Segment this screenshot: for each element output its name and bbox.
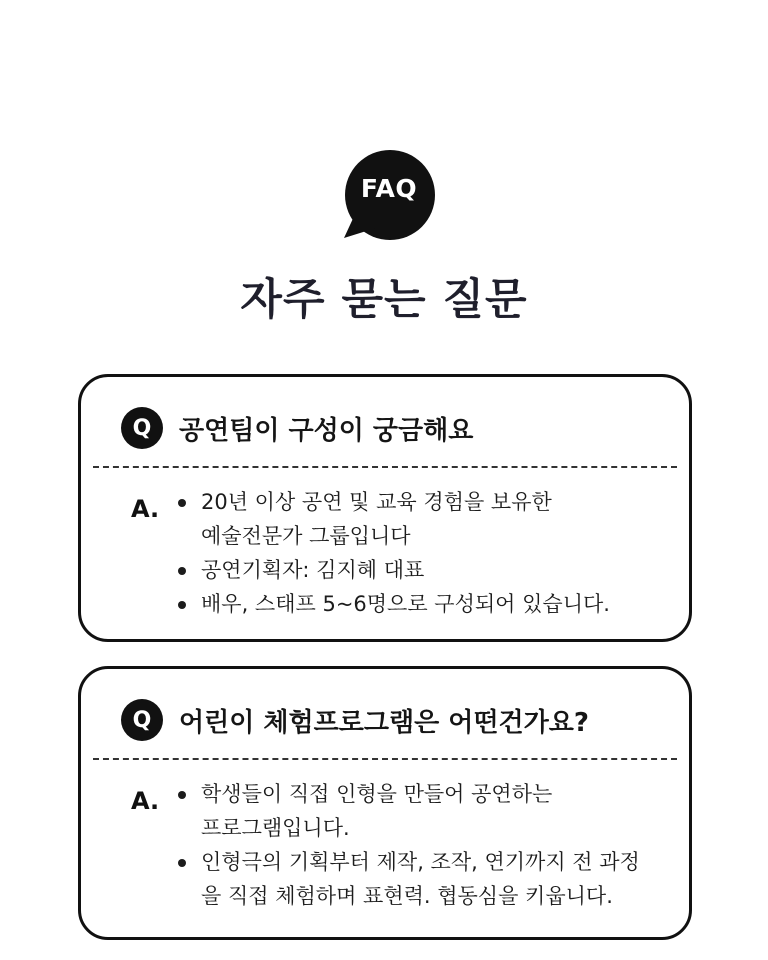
answer-item (176, 485, 610, 553)
answer-line: 예술전문가 그룹입니다 (201, 524, 411, 548)
page-title: 자주 묻는 질문 (240, 275, 528, 325)
answer-line: 인형극의 기획부터 제작, 조작, 연기까지 전 과정 (201, 850, 640, 874)
answer-line: 20년 이상 공연 및 교육 경험을 보유한 (201, 490, 552, 514)
answer-line: 을 직접 체험하며 표현력. 협동심을 키웁니다. (201, 884, 613, 908)
answer-item (176, 553, 610, 587)
answer-line: 학생들이 직접 인형을 만들어 공연하는 (201, 782, 553, 806)
answer-list (176, 485, 610, 621)
faq-badge-label: FAQ (360, 174, 418, 203)
answer-item (176, 587, 610, 621)
dashed-divider (93, 758, 677, 760)
answer-item (176, 777, 640, 845)
faq-card[interactable] (78, 374, 692, 642)
question-badge: Q (121, 699, 163, 741)
question-badge: Q (121, 407, 163, 449)
answer-label: A. (131, 787, 160, 815)
faq-question: 어린이 체험프로그램은 어떤건가요? (179, 707, 589, 738)
answer-label: A. (131, 495, 160, 523)
dashed-divider (93, 466, 677, 468)
answer-line: 공연기획자: 김지혜 대표 (201, 558, 425, 582)
answer-list (176, 777, 640, 913)
answer-item (176, 845, 640, 913)
answer-line: 배우, 스태프 5~6명으로 구성되어 있습니다. (201, 592, 610, 616)
faq-speech-bubble-icon (342, 150, 436, 242)
faq-question: 공연팀이 구성이 궁금해요 (179, 415, 474, 446)
faq-question-row[interactable] (121, 699, 589, 741)
answer-line: 프로그램입니다. (201, 816, 350, 840)
faq-card[interactable] (78, 666, 692, 940)
faq-question-row[interactable] (121, 407, 473, 449)
